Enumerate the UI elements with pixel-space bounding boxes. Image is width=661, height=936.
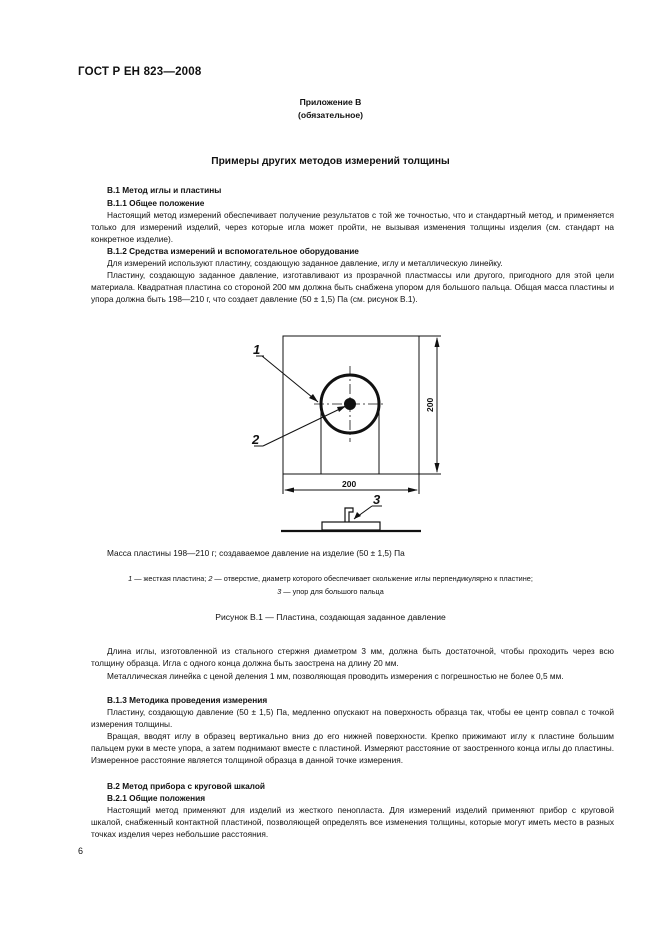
dim-v-value: 200 bbox=[425, 397, 435, 412]
ruler-paragraph: Металлическая линейка с ценой деления 1 мм, позволяющая проводить измерения с погрешностью не более 0,5 мм. bbox=[107, 671, 564, 681]
arrow-dim-h-left bbox=[284, 488, 294, 493]
label-3: 3 bbox=[373, 492, 381, 507]
legend-1-number: 1 bbox=[128, 574, 133, 583]
section-b13-paragraph-2: Вращая, вводят иглу в образец вертикально вниз до его нижней поверхности. Крепко прижимают иглу к пластине большим пальцем руки в месте упора, а затем поднимают вместе с пластиной. Измеряют расстояние от заостренного конца иглы до пластины. Измеренное расстояние является толщиной образца в данной точке измерения. bbox=[91, 731, 614, 766]
section-b21-heading: В.2.1 Общие положения bbox=[107, 793, 206, 803]
label-1: 1 bbox=[253, 342, 261, 357]
section-b12-heading: В.1.2 Средства измерений и вспомогательное оборудование bbox=[107, 246, 359, 256]
leader-1 bbox=[262, 356, 318, 402]
section-b13-paragraph-1: Пластину, создающую давление (50 ± 1,5) Па, медленно опускают на поверхность образца так, чтобы ее центр совпал с точкой измерения толщины. bbox=[91, 707, 614, 730]
legend-3-text: — упор для большого пальца bbox=[281, 587, 384, 596]
appendix-title: Примеры других методов измерений толщины bbox=[211, 156, 450, 167]
section-b11-heading: В.1.1 Общее положение bbox=[107, 198, 205, 208]
section-b12-paragraph-1: Для измерений используют пластину, создающую заданное давление, иглу и металлическую линейку. bbox=[107, 258, 503, 268]
appendix-heading bbox=[0, 96, 661, 122]
thumb-stop bbox=[345, 508, 353, 522]
page-number: 6 bbox=[78, 846, 84, 856]
arrow-dim-h-right bbox=[408, 488, 418, 493]
legend-3-number: 3 bbox=[277, 587, 282, 596]
arrow-dim-v-bottom bbox=[435, 463, 440, 473]
section-b21-paragraph: Настоящий метод применяют для изделий из жесткого пенопласта. Для измерений изделий применяют прибор с круговой шкалой, снабженный контактной пластиной, позволяющей определять все изменения толщины, которые могут иметь место в разных точках изделия через небольшие расстояния. bbox=[91, 805, 614, 840]
legend-2-number: 2 bbox=[208, 574, 213, 583]
appendix-status: (обязательное) bbox=[297, 110, 364, 120]
document-code: ГОСТ Р ЕН 823—2008 bbox=[78, 66, 202, 78]
section-b13-heading: В.1.3 Методика проведения измерения bbox=[107, 695, 268, 705]
section-b11-paragraph: Настоящий метод измерений обеспечивает получение результатов с той же точностью, что и стандартный метод, и применяется только для измерений изделий, через которые игла может пройти, не вызывая изменения толщины изделия (см. стандарт на конкретное изделие). bbox=[91, 210, 614, 245]
stop-base bbox=[322, 522, 380, 530]
arrow-2 bbox=[337, 406, 346, 412]
section-b12-paragraph-2: Пластину, создающую заданное давление, изготавливают из прозрачной пластмассы или другого, пригодного для этой цели материала. Квадратная пластина со стороной 200 мм должна быть снабжена упором для большого пальца. Общая масса пластины и упора должна быть 198—210 г, что создает давление (50 ± 1,5) Па (см. рисунок В.1). bbox=[91, 270, 614, 305]
figure-caption: Рисунок В.1 — Пластина, создающая заданное давление bbox=[215, 612, 446, 622]
section-b2-heading: В.2 Метод прибора с круговой шкалой bbox=[107, 781, 266, 791]
label-2: 2 bbox=[252, 432, 260, 447]
leader-2 bbox=[263, 406, 346, 446]
needle-length-paragraph: Длина иглы, изготовленной из стального стержня диаметром 3 мм, должна быть достаточной, чтобы проходить через всю толщину образца. Игла с одного конца должна быть заострена на длину 20 мм. bbox=[91, 646, 614, 669]
figure-mass-note: Масса пластины 198—210 г; создаваемое давление на изделие (50 ± 1,5) Па bbox=[107, 548, 405, 558]
figure-b1-drawing bbox=[240, 330, 460, 540]
needle-hole bbox=[344, 398, 356, 410]
legend-1-text: — жесткая пластина; bbox=[132, 574, 209, 583]
appendix-label: Приложение В bbox=[299, 97, 362, 107]
arrow-3 bbox=[354, 512, 361, 519]
section-b1-heading: В.1 Метод иглы и пластины bbox=[107, 185, 222, 195]
figure-legend-line-2 bbox=[0, 587, 661, 596]
legend-2-text: — отверстие, диаметр которого обеспечивает скольжение иглы перпендикулярно к пластине; bbox=[212, 574, 533, 583]
dim-h-value: 200 bbox=[342, 479, 357, 489]
figure-legend-line-1 bbox=[0, 574, 661, 583]
arrow-dim-v-top bbox=[435, 337, 440, 347]
